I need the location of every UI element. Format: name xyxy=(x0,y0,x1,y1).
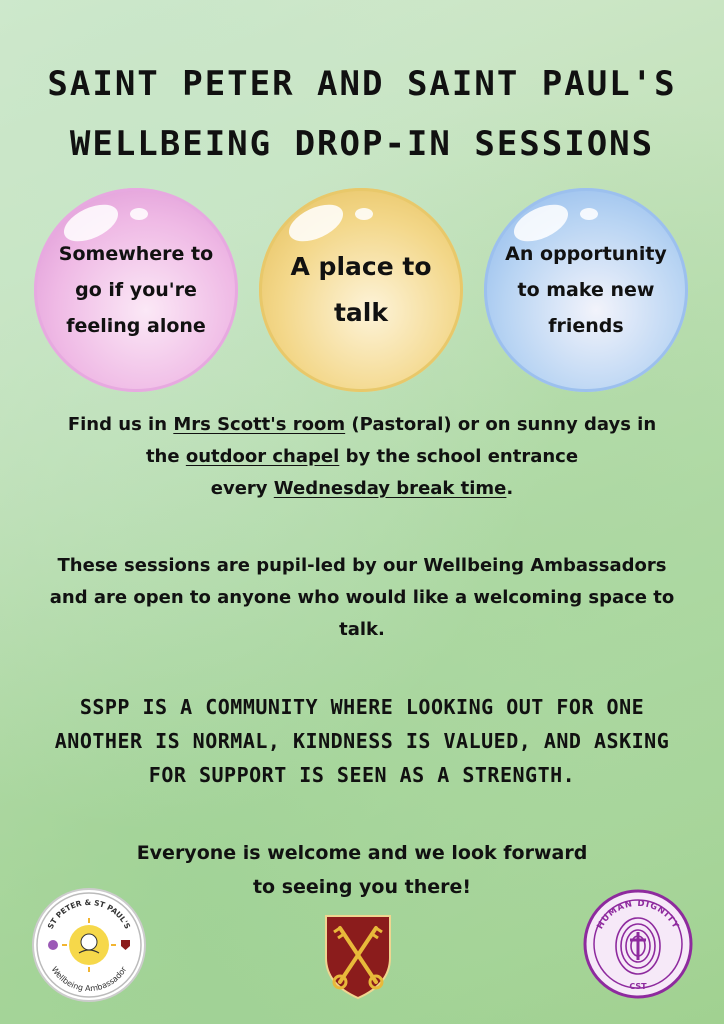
room-link-text: Mrs Scott's room xyxy=(173,414,346,435)
community-statement: SSPP IS A COMMUNITY WHERE LOOKING OUT FOR ONE ANOTHER IS NORMAL, KINDNESS IS VALUED, AND ASKING FOR SUPPORT IS SEEN AS A STRENGTH. xyxy=(54,695,670,787)
svg-text:HUMAN DIGNITY: HUMAN DIGNITY xyxy=(595,898,681,931)
time-text: Wednesday break time xyxy=(273,478,507,499)
bubble-friends xyxy=(484,188,688,392)
human-dignity-logo xyxy=(582,888,694,1000)
wellbeing-ambassador-logo xyxy=(34,890,144,1000)
welcome-paragraph: Everyone is welcome and we look forward to seeing you there! xyxy=(136,842,588,898)
location-paragraph: Find us in Mrs Scott's room (Pastoral) or on sunny days in the outdoor chapel by the school entrance every Wednesday break time. xyxy=(67,414,657,499)
school-crest-keys-icon xyxy=(322,912,394,1002)
bubble-alone-text: Somewhere to go if you're feeling alone xyxy=(58,243,214,337)
svg-text:ST PETER & ST PAUL'S: ST PETER & ST PAUL'S xyxy=(45,897,133,931)
svg-text:CST: CST xyxy=(629,982,647,991)
poster-title-line-1: SAINT PETER AND SAINT PAUL'S xyxy=(47,64,677,104)
chapel-text: outdoor chapel xyxy=(185,446,340,467)
purple-emblem-icon xyxy=(48,940,58,950)
bubble-talk-text: A place to talk xyxy=(290,252,432,327)
sessions-paragraph: These sessions are pupil-led by our Wellbeing Ambassadors and are open to anyone who would like a welcoming space to talk. xyxy=(49,555,675,640)
svg-text:Wellbeing Ambassador: Wellbeing Ambassador xyxy=(49,964,129,994)
poster-title-line-2: WELLBEING DROP-IN SESSIONS xyxy=(69,124,655,164)
bubble-talk xyxy=(259,188,463,392)
bubble-friends-text: An opportunity to make new friends xyxy=(505,243,667,337)
bubble-alone xyxy=(34,188,238,392)
